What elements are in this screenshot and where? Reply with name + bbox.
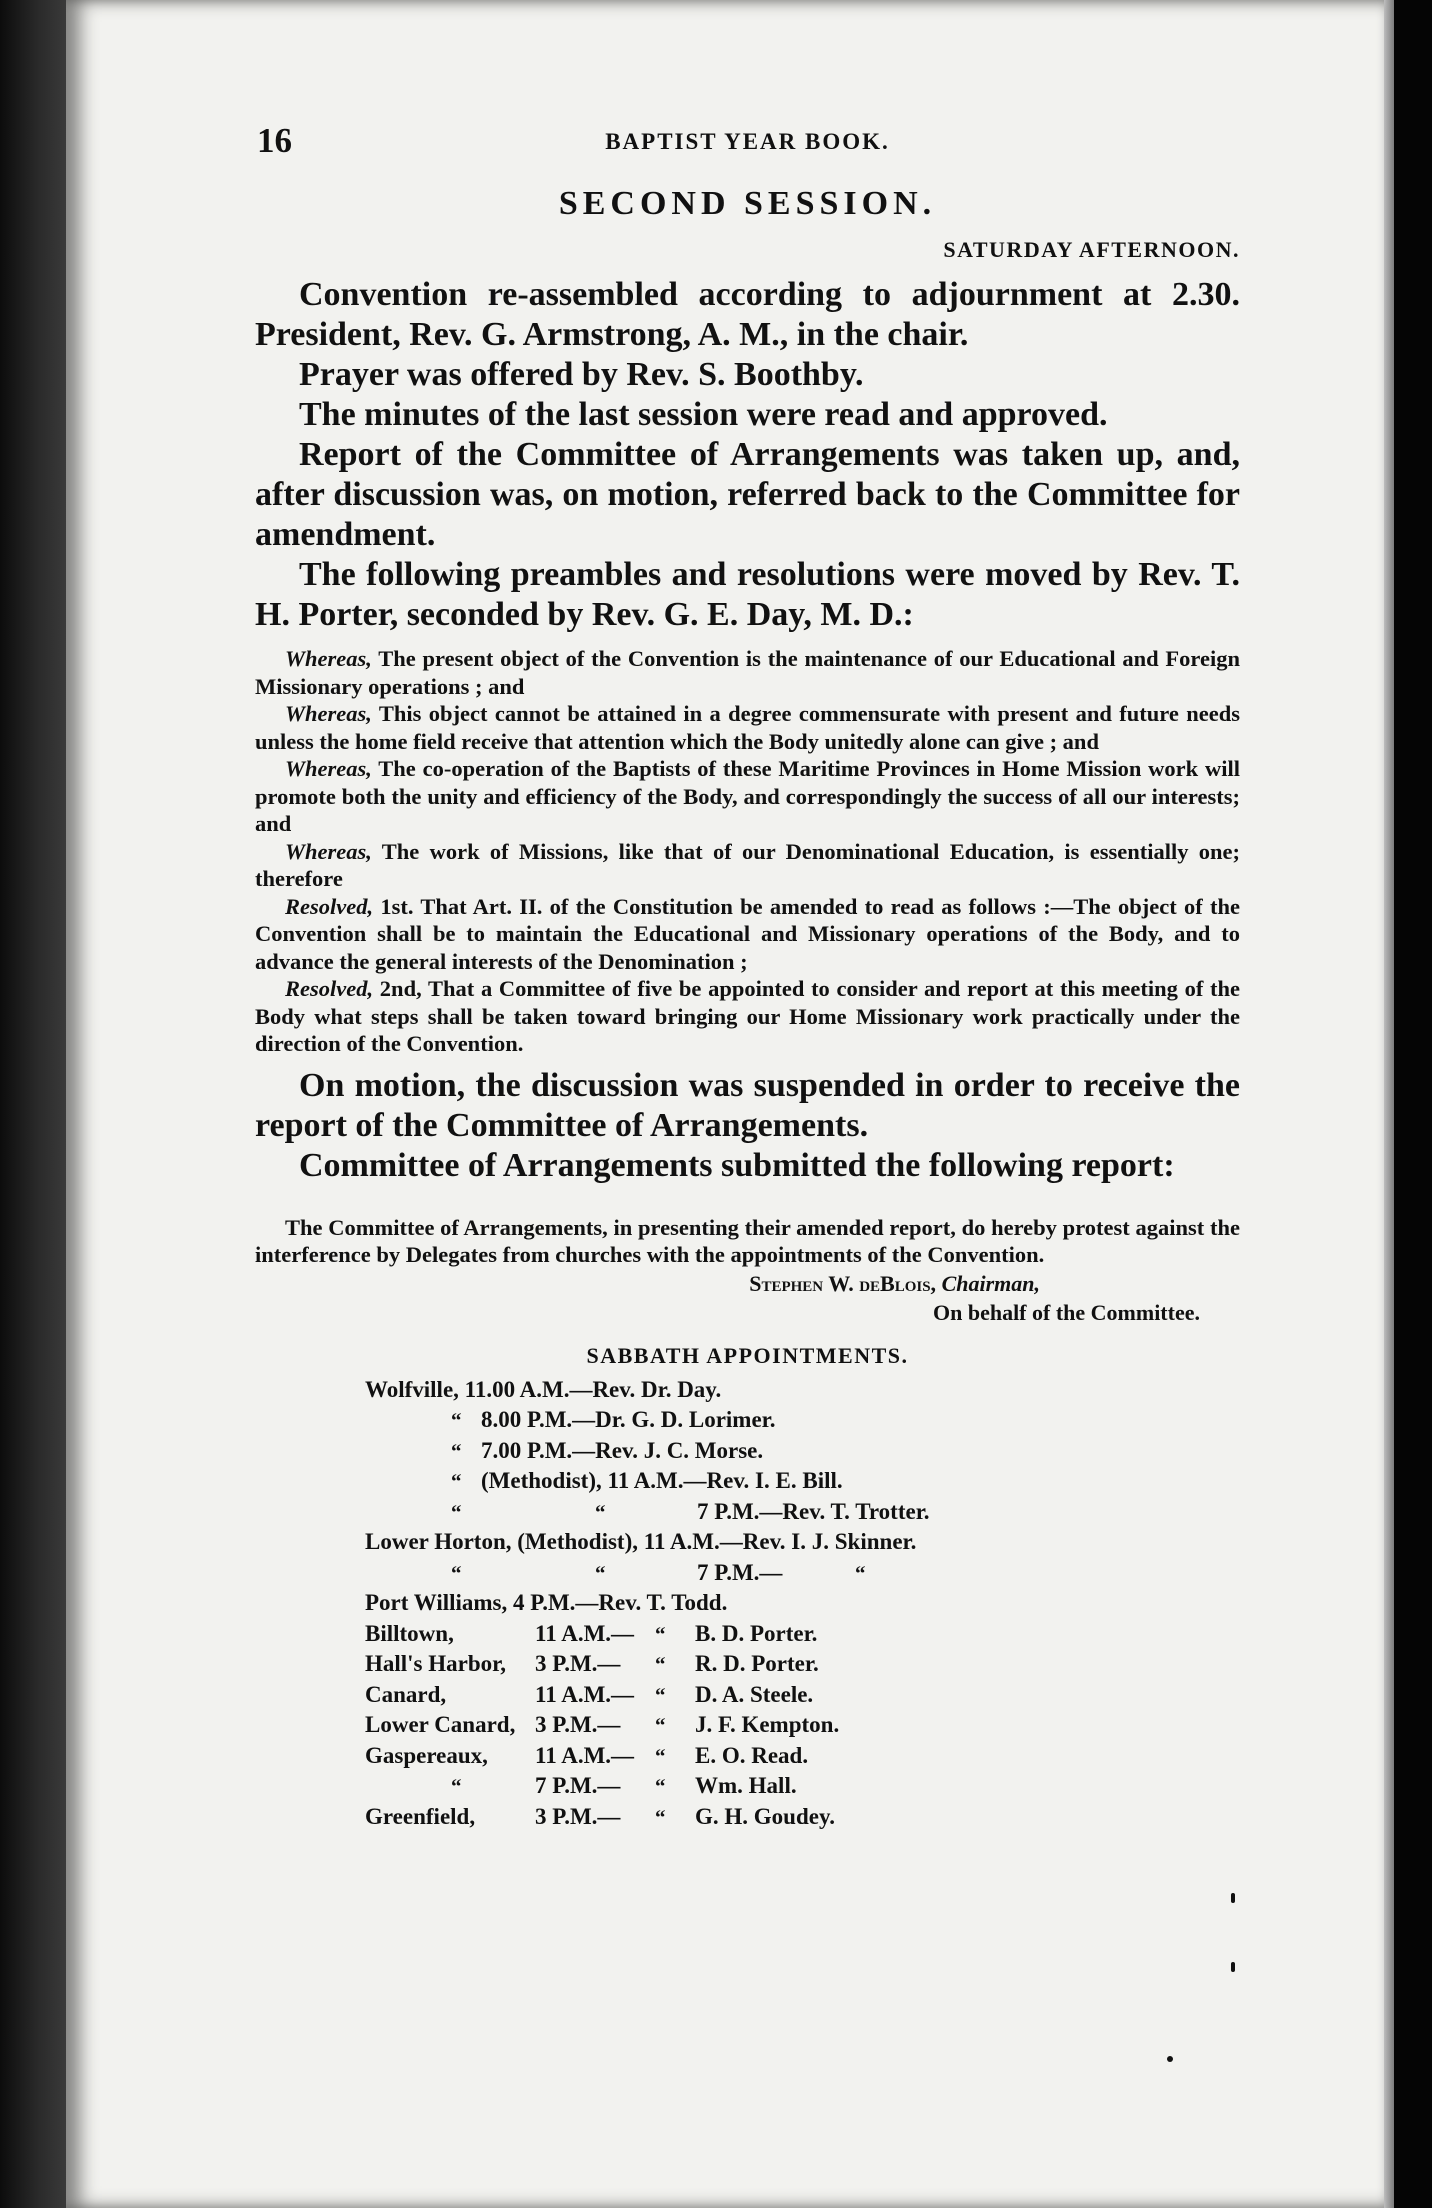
page-number: 16 bbox=[257, 121, 292, 160]
list-item: “ 7.00 P.M.—Rev. J. C. Morse. bbox=[451, 1437, 764, 1463]
ink-speck bbox=[1231, 1962, 1235, 1972]
scan-background-right bbox=[1394, 0, 1432, 2208]
list-item: Hall's Harbor, 3 P.M.— “ R. D. Porter. bbox=[365, 1651, 819, 1676]
session-title: SECOND SESSION. bbox=[558, 185, 937, 222]
paragraph: On motion, the discussion was suspended in order to receive the report of the Committee of Arrangements. bbox=[255, 1066, 1240, 1144]
committee-report: The Committee of Arrangements, in presenting their amended report, do hereby protest against the interference by Delegates from churches with the appointments of the Convention. bbox=[255, 1214, 1240, 1267]
resolutions-block bbox=[255, 645, 1240, 1058]
ink-speck bbox=[1231, 1893, 1235, 1903]
ink-speck bbox=[1167, 2056, 1173, 2062]
signature-name: Stephen W. deBlois, bbox=[749, 1270, 937, 1296]
paragraph: Prayer was offered by Rev. S. Boothby. bbox=[299, 356, 864, 393]
signature-role: Chairman, bbox=[941, 1270, 1040, 1296]
running-head bbox=[255, 115, 1240, 171]
paragraph: Convention re-assembled according to adjournment at 2.30. President, Rev. G. Armstrong, A. M., in the chair. bbox=[255, 276, 1240, 353]
signature-line bbox=[255, 1269, 1240, 1298]
appointments-title: SABBATH APPOINTMENTS. bbox=[586, 1342, 909, 1368]
resolution: Whereas, The present object of the Convention is the maintenance of our Educational and Foreign Missionary operations ; and bbox=[255, 646, 1240, 699]
list-item: “ (Methodist), 11 A.M.—Rev. I. E. Bill. bbox=[451, 1468, 843, 1493]
list-item: Lower Canard, 3 P.M.— “ J. F. Kempton. bbox=[365, 1712, 840, 1737]
appointments-list bbox=[255, 1375, 1240, 1833]
resolution: Whereas, The work of Missions, like that of our Denominational Education, is essentially one; therefore bbox=[255, 838, 1240, 891]
list-item: Port Williams, 4 P.M.—Rev. T. Todd. bbox=[365, 1590, 728, 1615]
list-item: Canard, 11 A.M.— “ D. A. Steele. bbox=[365, 1681, 814, 1707]
page-content bbox=[255, 115, 1240, 1832]
list-item: “ “ 7 P.M.— “ bbox=[451, 1559, 866, 1585]
list-item: “ “ 7 P.M.—Rev. T. Trotter. bbox=[451, 1498, 930, 1524]
list-item: “ 8.00 P.M.—Dr. G. D. Lorimer. bbox=[451, 1407, 776, 1432]
paragraph: The following preambles and resolutions were moved by Rev. T. H. Porter, seconded by Rev. G. E. Day, M. D.: bbox=[255, 556, 1240, 633]
list-item: Wolfville, 11.00 A.M.—Rev. Dr. Day. bbox=[365, 1376, 722, 1402]
list-item: Greenfield, 3 P.M.— “ G. H. Goudey. bbox=[365, 1803, 835, 1829]
signature-behalf: On behalf of the Committee. bbox=[932, 1299, 1200, 1325]
paragraph: Report of the Committee of Arrangements was taken up, and, after discussion was, on motion, referred back to the Committee for amendment. bbox=[255, 436, 1240, 553]
list-item: Gaspereaux, 11 A.M.— “ E. O. Read. bbox=[365, 1742, 809, 1768]
resolution: Resolved, 2nd, That a Committee of five be appointed to consider and report at this meeting of the Body what steps shall be taken toward bringing our Home Missionary work practically under the direction of the Convention. bbox=[255, 976, 1240, 1056]
book-title: BAPTIST YEAR BOOK. bbox=[605, 129, 890, 154]
list-item: “ 7 P.M.— “ Wm. Hall. bbox=[451, 1773, 797, 1798]
session-subtitle: SATURDAY AFTERNOON. bbox=[943, 237, 1240, 262]
paragraph: The minutes of the last session were read and approved. bbox=[299, 396, 1108, 433]
list-item: Lower Horton, (Methodist), 11 A.M.—Rev. I. J. Skinner. bbox=[365, 1529, 917, 1554]
resolution: Resolved, 1st. That Art. II. of the Constitution be amended to read as follows :—The object of the Convention shall be to maintain the Educational and Missionary operations of the Body, and to advance the general interests of the Denomination ; bbox=[255, 893, 1240, 974]
scan-binding-shadow bbox=[0, 0, 70, 2208]
list-item: Billtown, 11 A.M.— “ B. D. Porter. bbox=[365, 1620, 818, 1646]
paragraph: Committee of Arrangements submitted the following report: bbox=[299, 1146, 1175, 1184]
resolution: Whereas, The co-operation of the Baptists of these Maritime Provinces in Home Mission work will promote both the unity and efficiency of the Body, and correspondingly the success of all our interests; and bbox=[255, 756, 1240, 836]
resolution: Whereas, This object cannot be attained in a degree commensurate with present and future needs unless the home field receive that attention which the Body unitedly alone can give ; and bbox=[255, 701, 1240, 754]
